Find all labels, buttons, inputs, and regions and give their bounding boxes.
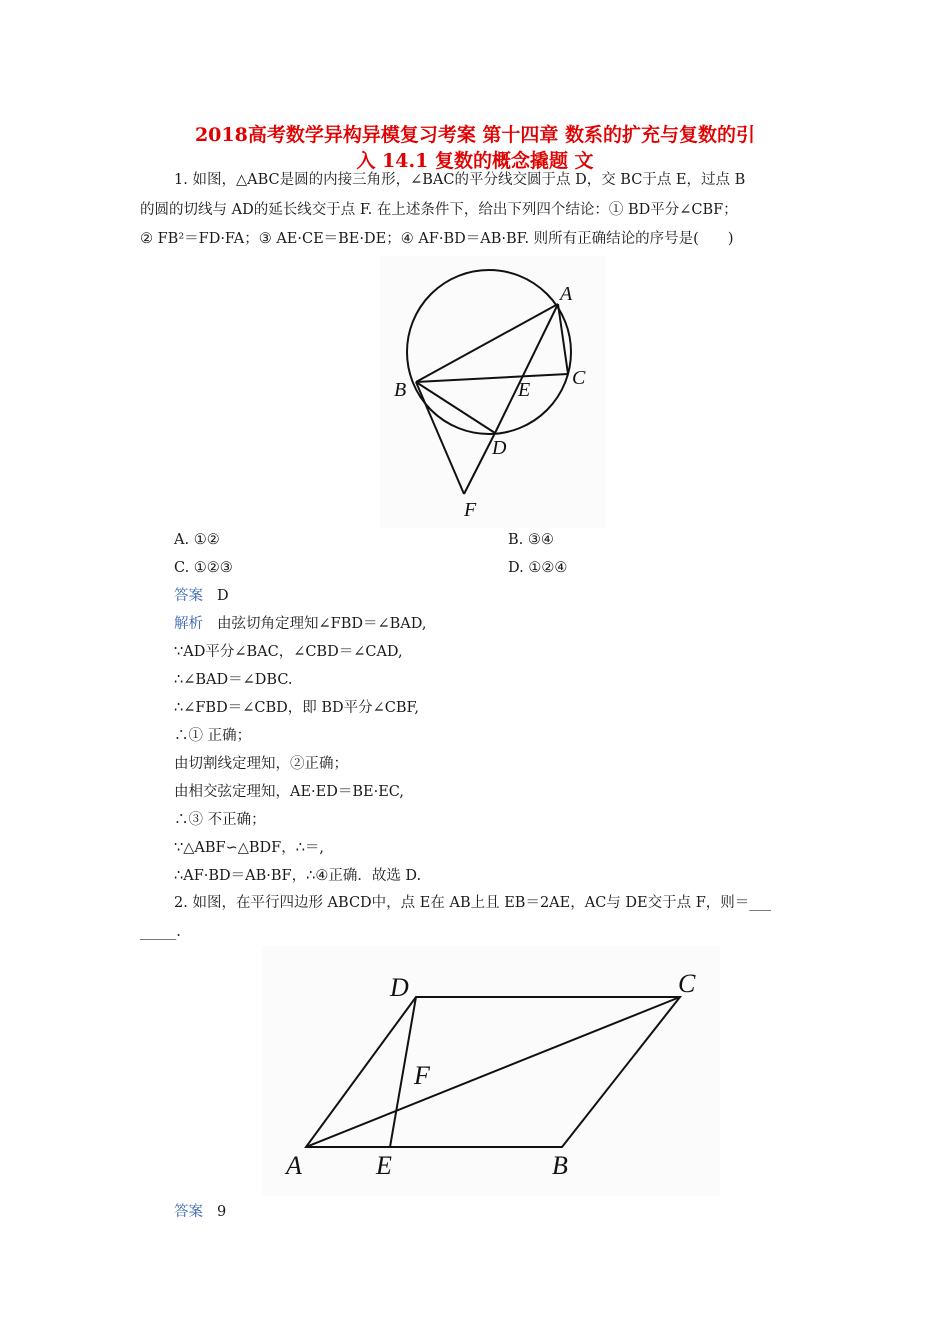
q2-answer [174, 1202, 226, 1222]
q1-option-d: D. ①②④ [508, 560, 568, 576]
q1-analysis-line-8: ∵△ABF∽△BDF，∴＝, [174, 840, 325, 856]
q1-analysis-line-3: ∴∠FBD＝∠CBD，即 BD平分∠CBF, [174, 700, 419, 716]
q2-parallelogram-figure [262, 946, 720, 1196]
q1-stem-line-1: 1. 如图，△ABC是圆的内接三角形，∠BAC的平分线交圆于点 D，交 BC于点 E，过点 B [174, 172, 746, 188]
point-label-e: E [376, 1151, 392, 1180]
q1-stem-line-3: ② FB²＝FD·FA；③ AE·CE＝BE·DE；④ AF·BD＝AB·BF. 则所有正确结论的序号是( ) [140, 231, 734, 247]
document-title [140, 122, 810, 174]
q2-stem-line-1: 2. 如图，在平行四边形 ABCD中，点 E在 AB上且 EB＝2AE，AC与 DE交于点 F，则＝___ [174, 895, 772, 911]
q1-option-b: B. ③④ [508, 532, 554, 548]
q1-circle-figure [380, 256, 606, 528]
title-line-1: 2018高考数学异构异模复习考案 第十四章 数系的扩充与复数的引 [194, 124, 756, 146]
answer-value: 9 [217, 1204, 227, 1220]
q1-analysis-line-1: ∵AD平分∠BAC，∠CBD＝∠CAD, [174, 644, 403, 660]
q1-analysis-line-6: 由相交弦定理知，AE·ED＝BE·EC, [174, 784, 404, 800]
q1-analysis-line-0 [174, 614, 427, 634]
answer-value: D [217, 588, 229, 604]
point-label-b: B [394, 379, 407, 401]
answer-tag: 答案 [174, 588, 203, 604]
point-label-f: F [414, 1061, 430, 1090]
q1-analysis-line-4: ∴① 正确； [174, 728, 252, 744]
point-label-a: A [560, 283, 573, 305]
answer-tag: 答案 [174, 1204, 203, 1220]
point-label-e: E [518, 379, 531, 401]
q1-option-a: A. ①② [174, 532, 220, 548]
q1-analysis-line-9: ∴AF·BD＝AB·BF，∴④正确．故选 D. [174, 868, 422, 884]
point-label-d: D [390, 973, 409, 1002]
q1-answer [174, 586, 229, 606]
q1-analysis-line-5: 由切割线定理知，②正确； [174, 756, 348, 772]
point-label-b: B [552, 1151, 568, 1180]
q2-stem-line-2: _____. [140, 924, 181, 940]
analysis-tag: 解析 [174, 616, 203, 632]
point-label-c: C [572, 367, 586, 389]
point-label-d: D [492, 437, 507, 459]
q1-analysis-line-2: ∴∠BAD＝∠DBC. [174, 672, 293, 688]
q1-analysis-line-7: ∴③ 不正确； [174, 812, 266, 828]
point-label-a: A [286, 1151, 302, 1180]
point-label-f: F [464, 499, 477, 521]
q1-option-c: C. ①②③ [174, 560, 233, 576]
analysis-text: 由弦切角定理知∠FBD＝∠BAD, [217, 616, 427, 632]
title-line-2: 入 14.1 复数的概念撬题 文 [356, 150, 594, 172]
point-label-c: C [678, 969, 696, 998]
q1-stem-line-2: 的圆的切线与 AD的延长线交于点 F. 在上述条件下，给出下列四个结论：① BD平分∠CBF； [140, 202, 738, 218]
